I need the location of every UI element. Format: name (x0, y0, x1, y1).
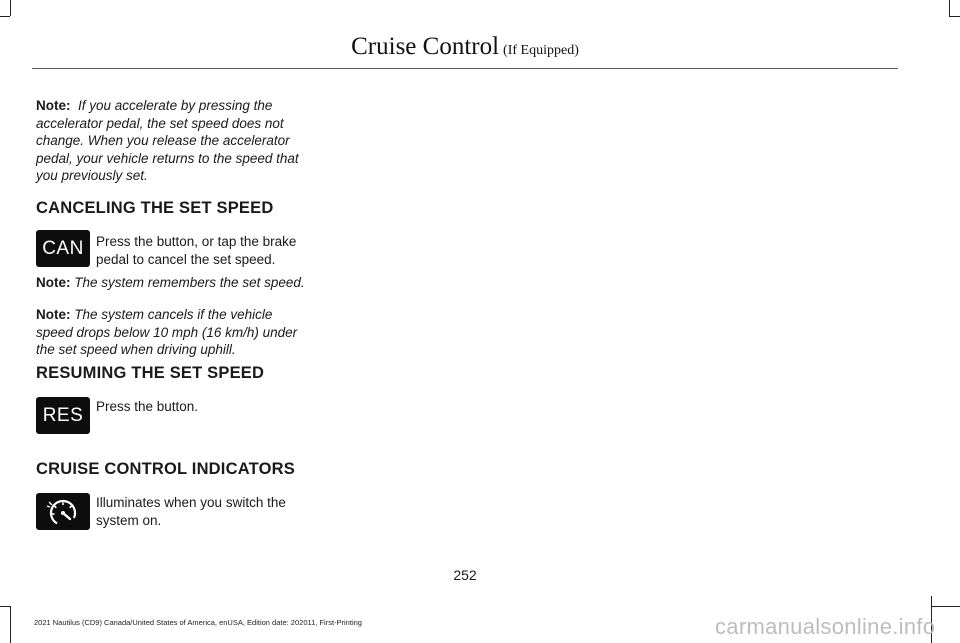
note-text: If you accelerate by pressing the accelerator pedal, the set speed does not change. When you release the accelerator pedal, your vehicle returns to the speed that you previously set. (36, 98, 299, 183)
page-title (0, 33, 930, 61)
note-remembers (36, 274, 311, 292)
watermark: carmanualsonline.info (715, 614, 936, 639)
canceling-instruction: Press the button, or tap the brake pedal to cancel the set speed. (96, 234, 297, 267)
resuming-instruction: Press the button. (96, 399, 199, 414)
crop-mark (0, 606, 10, 607)
note-label: Note: (36, 98, 71, 113)
can-button-icon (36, 230, 90, 267)
speedometer-icon (46, 497, 80, 527)
section-heading-canceling: CANCELING THE SET SPEED (36, 199, 274, 217)
crop-mark (10, 0, 11, 16)
crop-mark (0, 16, 10, 17)
header-divider (32, 68, 898, 69)
page-title-subtitle: (If Equipped) (503, 43, 579, 58)
note-accelerate (36, 97, 311, 185)
res-button-label: RES (42, 404, 84, 426)
note-label: Note: (36, 307, 71, 322)
note-cancels-uphill (36, 306, 311, 359)
indicators-instruction: Illuminates when you switch the system on. (96, 495, 286, 528)
section-heading-indicators: CRUISE CONTROL INDICATORS (36, 460, 295, 478)
cruise-control-speedometer-icon (36, 493, 90, 530)
note-text: The system cancels if the vehicle speed drops below 10 mph (16 km/h) under the set speed when driving uphill. (36, 307, 298, 357)
note-text: The system remembers the set speed. (74, 275, 305, 290)
can-button-label: CAN (42, 237, 84, 259)
page-title-main: Cruise Control (351, 33, 500, 60)
footer-edition-text: 2021 Nautilus (CD9) Canada/United States of America, enUSA, Edition date: 202011, First-Printing (34, 618, 362, 627)
page-number: 252 (453, 567, 477, 583)
note-label: Note: (36, 275, 71, 290)
crop-mark (10, 606, 11, 643)
crop-mark (949, 16, 960, 17)
crop-mark (949, 0, 950, 16)
res-button-icon (36, 397, 90, 434)
crop-mark (931, 606, 960, 607)
section-heading-resuming: RESUMING THE SET SPEED (36, 364, 265, 382)
